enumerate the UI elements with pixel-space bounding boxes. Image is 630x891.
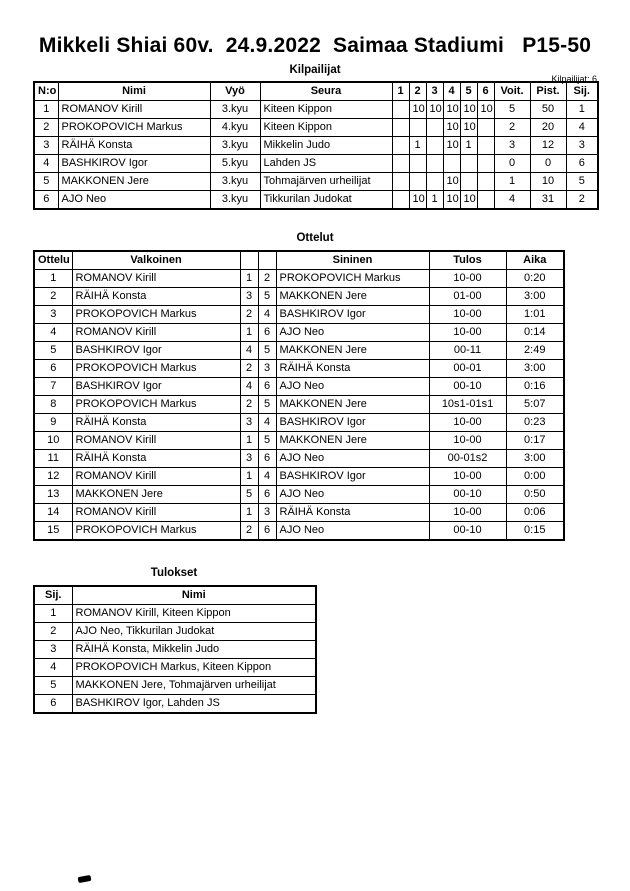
competitor-belt: 3.kyu [210,137,260,155]
score-vs-5: 10 [460,101,477,119]
blue-player-name: AJO Neo [276,378,429,396]
competitor-belt: 4.kyu [210,119,260,137]
result-place: 3 [34,641,72,659]
score-vs-2: 10 [409,101,426,119]
result-place: 2 [34,623,72,641]
result-place: 6 [34,695,72,714]
competitor-club: Tikkurilan Judokat [260,191,392,210]
match-result: 10s1-01s1 [429,396,506,414]
col-header-wins: Voit. [494,82,530,101]
competitor-name: PROKOPOVICH Markus [58,119,210,137]
white-player-name: RÄIHÄ Konsta [72,288,240,306]
match-result: 10-00 [429,504,506,522]
competitor-club: Lahden JS [260,155,392,173]
competitor-number: 6 [34,191,58,210]
score-vs-4: 10 [443,137,460,155]
competitor-wins: 4 [494,191,530,210]
col-header-points: Pist. [530,82,566,101]
col-header-belt: Vyö [210,82,260,101]
competitor-place: 3 [566,137,598,155]
match-result: 10-00 [429,306,506,324]
competitor-row [34,173,598,191]
result-name-club: BASHKIROV Igor, Lahden JS [72,695,316,714]
score-vs-1 [392,191,409,210]
match-row [34,432,564,450]
match-result: 10-00 [429,270,506,288]
match-number: 6 [34,360,72,378]
white-player-name: ROMANOV Kirill [72,324,240,342]
competitor-name: AJO Neo [58,191,210,210]
match-row [34,504,564,522]
competitor-row [34,191,598,210]
blue-player-name: BASHKIROV Igor [276,468,429,486]
match-result: 10-00 [429,468,506,486]
competitors-header-row [34,82,598,101]
competitor-number: 1 [34,101,58,119]
match-number: 1 [34,270,72,288]
competitor-row [34,119,598,137]
white-player-name: ROMANOV Kirill [72,504,240,522]
match-time: 0:16 [506,378,564,396]
col-header-match-no: Ottelu [34,251,72,270]
match-time: 0:17 [506,432,564,450]
blue-player-number: 5 [258,342,276,360]
white-player-name: PROKOPOVICH Markus [72,396,240,414]
competitor-place: 2 [566,191,598,210]
col-header-name: Nimi [58,82,210,101]
white-player-number: 1 [240,432,258,450]
blue-player-number: 6 [258,378,276,396]
result-name-club: PROKOPOVICH Markus, Kiteen Kippon [72,659,316,677]
white-player-number: 2 [240,522,258,541]
result-row [34,605,316,623]
score-vs-1 [392,155,409,173]
match-time: 5:07 [506,396,564,414]
match-time: 0:15 [506,522,564,541]
matches-header-row [34,251,564,270]
page-title: Mikkeli Shiai 60v. 24.9.2022 Saimaa Stadiumi P15-50 [38,34,592,57]
white-player-name: PROKOPOVICH Markus [72,306,240,324]
match-result: 10-00 [429,414,506,432]
blue-player-number: 6 [258,486,276,504]
match-time: 0:20 [506,270,564,288]
competitor-wins: 5 [494,101,530,119]
competitor-place: 4 [566,119,598,137]
match-number: 2 [34,288,72,306]
result-place: 1 [34,605,72,623]
blue-player-number: 6 [258,450,276,468]
col-header-blue-no [258,251,276,270]
col-header-time: Aika [506,251,564,270]
competitor-row [34,101,598,119]
col-header-place: Sij. [34,586,72,605]
blue-player-number: 4 [258,414,276,432]
col-header-opp2: 2 [409,82,426,101]
score-vs-1 [392,137,409,155]
white-player-number: 2 [240,396,258,414]
score-vs-6 [477,155,494,173]
matches-table [33,250,565,541]
match-row [34,396,564,414]
blue-player-name: MAKKONEN Jere [276,288,429,306]
score-vs-5: 10 [460,119,477,137]
score-vs-3: 10 [426,101,443,119]
white-player-number: 2 [240,306,258,324]
match-number: 12 [34,468,72,486]
match-row [34,342,564,360]
white-player-number: 2 [240,360,258,378]
competitor-place: 1 [566,101,598,119]
match-result: 00-10 [429,522,506,541]
result-place: 4 [34,659,72,677]
match-row [34,414,564,432]
competitor-club: Tohmajärven urheilijat [260,173,392,191]
competitor-wins: 3 [494,137,530,155]
blue-player-name: AJO Neo [276,324,429,342]
competitor-row [34,155,598,173]
col-header-blue: Sininen [276,251,429,270]
competitor-points: 31 [530,191,566,210]
result-row [34,659,316,677]
score-vs-5 [460,155,477,173]
score-vs-6 [477,191,494,210]
competitor-name: ROMANOV Kirill [58,101,210,119]
white-player-number: 4 [240,342,258,360]
competitor-name: MAKKONEN Jere [58,173,210,191]
competitors-table [33,81,599,210]
competitor-number: 4 [34,155,58,173]
score-vs-2: 10 [409,191,426,210]
white-player-number: 3 [240,288,258,306]
score-vs-2 [409,155,426,173]
competitor-belt: 3.kyu [210,173,260,191]
score-vs-4: 10 [443,173,460,191]
match-row [34,306,564,324]
white-player-name: ROMANOV Kirill [72,270,240,288]
competitors-count-label: Kilpailijat: 6 [551,74,597,84]
match-result: 00-10 [429,378,506,396]
score-vs-2 [409,119,426,137]
col-header-opp6: 6 [477,82,494,101]
match-time: 1:01 [506,306,564,324]
blue-player-name: RÄIHÄ Konsta [276,360,429,378]
match-number: 15 [34,522,72,541]
blue-player-number: 3 [258,504,276,522]
col-header-name: Nimi [72,586,316,605]
competitor-name: RÄIHÄ Konsta [58,137,210,155]
result-row [34,623,316,641]
match-time: 0:00 [506,468,564,486]
score-vs-6 [477,137,494,155]
results-table [33,585,317,714]
white-player-number: 1 [240,324,258,342]
score-vs-4: 10 [443,119,460,137]
match-row [34,288,564,306]
match-time: 3:00 [506,360,564,378]
competitor-club: Mikkelin Judo [260,137,392,155]
competitor-wins: 2 [494,119,530,137]
match-number: 8 [34,396,72,414]
white-player-name: BASHKIROV Igor [72,342,240,360]
match-time: 2:49 [506,342,564,360]
blue-player-name: MAKKONEN Jere [276,342,429,360]
match-result: 10-00 [429,432,506,450]
blue-player-name: RÄIHÄ Konsta [276,504,429,522]
blue-player-name: AJO Neo [276,450,429,468]
blue-player-number: 6 [258,522,276,541]
results-section-heading: Tulokset [150,567,198,579]
competitor-number: 3 [34,137,58,155]
matches-section-heading: Ottelut [296,232,334,244]
score-vs-2: 1 [409,137,426,155]
competitor-number: 2 [34,119,58,137]
col-header-club: Seura [260,82,392,101]
match-time: 0:06 [506,504,564,522]
result-row [34,641,316,659]
score-vs-3: 1 [426,191,443,210]
competitor-wins: 0 [494,155,530,173]
match-row [34,522,564,541]
white-player-name: RÄIHÄ Konsta [72,450,240,468]
competitor-belt: 5.kyu [210,155,260,173]
match-result: 00-01 [429,360,506,378]
white-player-name: ROMANOV Kirill [72,468,240,486]
competitor-row [34,137,598,155]
white-player-name: PROKOPOVICH Markus [72,360,240,378]
blue-player-name: BASHKIROV Igor [276,414,429,432]
result-name-club: AJO Neo, Tikkurilan Judokat [72,623,316,641]
match-time: 0:50 [506,486,564,504]
blue-player-number: 6 [258,324,276,342]
white-player-number: 4 [240,378,258,396]
score-vs-4: 10 [443,191,460,210]
match-row [34,270,564,288]
match-number: 5 [34,342,72,360]
result-row [34,677,316,695]
match-result: 00-01s2 [429,450,506,468]
competitor-club: Kiteen Kippon [260,101,392,119]
white-player-number: 1 [240,270,258,288]
blue-player-number: 2 [258,270,276,288]
match-result: 00-11 [429,342,506,360]
white-player-name: ROMANOV Kirill [72,432,240,450]
col-header-opp4: 4 [443,82,460,101]
competitor-name: BASHKIROV Igor [58,155,210,173]
col-header-opp3: 3 [426,82,443,101]
score-vs-3 [426,155,443,173]
white-player-number: 1 [240,504,258,522]
match-row [34,486,564,504]
col-header-place: Sij. [566,82,598,101]
white-player-number: 1 [240,468,258,486]
competitor-points: 50 [530,101,566,119]
blue-player-name: AJO Neo [276,486,429,504]
result-name-club: ROMANOV Kirill, Kiteen Kippon [72,605,316,623]
white-player-name: BASHKIROV Igor [72,378,240,396]
score-vs-6 [477,119,494,137]
col-header-result: Tulos [429,251,506,270]
blue-player-name: AJO Neo [276,522,429,541]
blue-player-number: 3 [258,360,276,378]
match-number: 9 [34,414,72,432]
blue-player-name: MAKKONEN Jere [276,432,429,450]
match-result: 10-00 [429,324,506,342]
white-player-name: RÄIHÄ Konsta [72,414,240,432]
score-vs-1 [392,173,409,191]
blue-player-name: BASHKIROV Igor [276,306,429,324]
score-vs-5 [460,173,477,191]
score-vs-3 [426,137,443,155]
blue-player-number: 5 [258,288,276,306]
col-header-white-no [240,251,258,270]
competitor-points: 12 [530,137,566,155]
blue-player-name: PROKOPOVICH Markus [276,270,429,288]
blue-player-number: 4 [258,468,276,486]
match-time: 3:00 [506,288,564,306]
match-row [34,360,564,378]
match-row [34,468,564,486]
col-header-opp5: 5 [460,82,477,101]
competitor-points: 20 [530,119,566,137]
score-vs-6: 10 [477,101,494,119]
result-place: 5 [34,677,72,695]
results-header-row [34,586,316,605]
match-number: 7 [34,378,72,396]
competitor-place: 5 [566,173,598,191]
match-number: 14 [34,504,72,522]
match-number: 11 [34,450,72,468]
competitor-place: 6 [566,155,598,173]
competitor-club: Kiteen Kippon [260,119,392,137]
score-vs-6 [477,173,494,191]
match-number: 13 [34,486,72,504]
match-number: 4 [34,324,72,342]
result-name-club: MAKKONEN Jere, Tohmajärven urheilijat [72,677,316,695]
match-result: 01-00 [429,288,506,306]
competitor-belt: 3.kyu [210,101,260,119]
col-header-white: Valkoinen [72,251,240,270]
score-vs-3 [426,119,443,137]
competitor-points: 0 [530,155,566,173]
match-number: 3 [34,306,72,324]
col-header-no: N:o [34,82,58,101]
competitor-wins: 1 [494,173,530,191]
competitor-points: 10 [530,173,566,191]
score-vs-4 [443,155,460,173]
score-vs-3 [426,173,443,191]
blue-player-name: MAKKONEN Jere [276,396,429,414]
competitors-section-heading: Kilpailijat [289,64,341,76]
col-header-opp1: 1 [392,82,409,101]
score-vs-4: 10 [443,101,460,119]
match-time: 3:00 [506,450,564,468]
competitor-belt: 3.kyu [210,191,260,210]
match-result: 00-10 [429,486,506,504]
score-vs-5: 10 [460,191,477,210]
result-row [34,695,316,714]
footer-mark [78,875,92,883]
score-vs-5: 1 [460,137,477,155]
white-player-number: 5 [240,486,258,504]
result-name-club: RÄIHÄ Konsta, Mikkelin Judo [72,641,316,659]
score-vs-2 [409,173,426,191]
score-vs-1 [392,119,409,137]
score-vs-1 [392,101,409,119]
white-player-number: 3 [240,414,258,432]
match-row [34,324,564,342]
match-time: 0:23 [506,414,564,432]
match-row [34,450,564,468]
match-row [34,378,564,396]
match-time: 0:14 [506,324,564,342]
blue-player-number: 5 [258,432,276,450]
competitor-number: 5 [34,173,58,191]
blue-player-number: 4 [258,306,276,324]
match-number: 10 [34,432,72,450]
blue-player-number: 5 [258,396,276,414]
white-player-number: 3 [240,450,258,468]
white-player-name: MAKKONEN Jere [72,486,240,504]
white-player-name: PROKOPOVICH Markus [72,522,240,541]
